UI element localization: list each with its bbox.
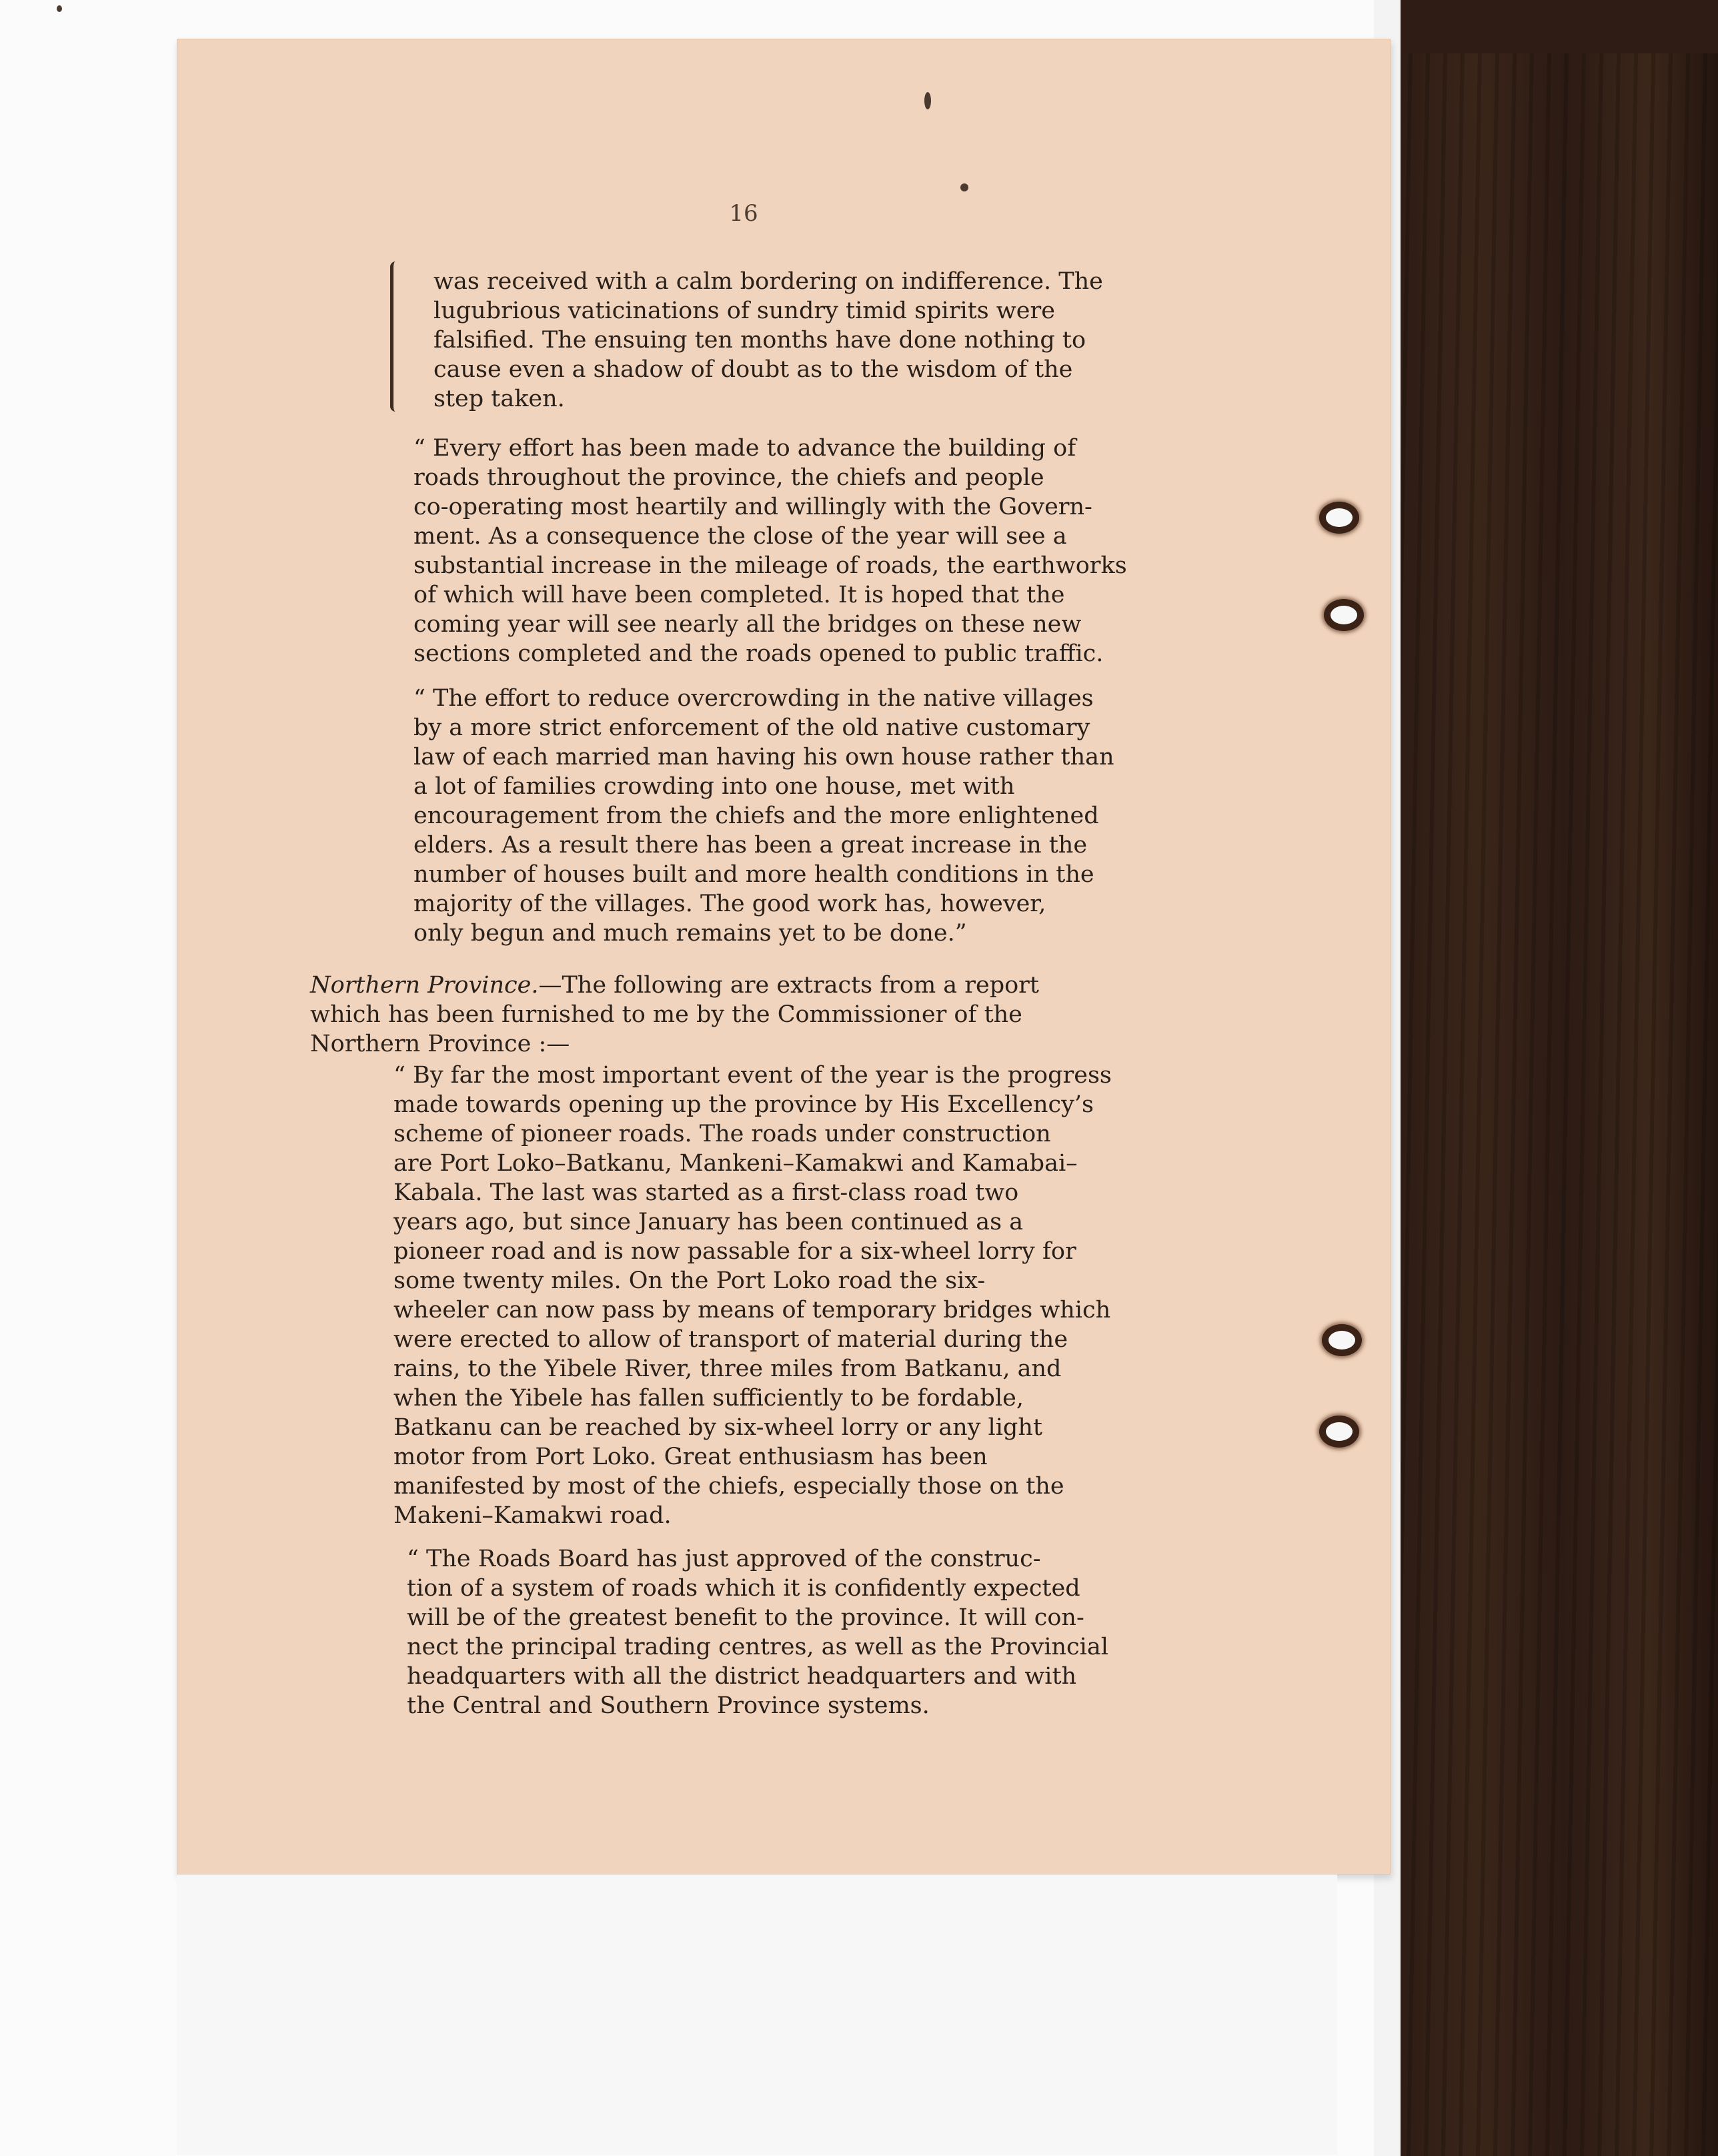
text-line: co-operating most heartily and willingly with the Govern- — [413, 494, 1092, 520]
text-line: cause even a shadow of doubt as to the wisdom of the — [434, 356, 1073, 383]
text-line: “ Every effort has been made to advance the building of — [413, 435, 1076, 462]
text-line: nect the principal trading centres, as well as the Provincial — [407, 1634, 1108, 1660]
text-line: when the Yibele has fallen sufficiently to be fordable, — [393, 1385, 1024, 1412]
text-line: headquarters with all the district headquarters and with — [407, 1663, 1077, 1690]
text-line: elders. As a result there has been a great increase in the — [413, 832, 1088, 859]
text-line: some twenty miles. On the Port Loko road the six- — [393, 1267, 986, 1294]
text-line: roads throughout the province, the chiefs and people — [413, 464, 1044, 491]
text-line: the Central and Southern Province systems. — [407, 1692, 930, 1719]
paragraph-roads — [413, 434, 1180, 668]
text-line: sections completed and the roads opened to public traffic. — [413, 640, 1104, 667]
text-line: years ago, but since January has been continued as a — [393, 1209, 1024, 1235]
text-line: by a more strict enforcement of the old native customary — [413, 714, 1090, 741]
punch-hole-1 — [1319, 502, 1359, 534]
text-line: which has been furnished to me by the Commissioner of the — [310, 1001, 1022, 1028]
text-line: of which will have been completed. It is hoped that the — [413, 582, 1065, 608]
punch-hole-4 — [1319, 1416, 1359, 1448]
text-line: majority of the villages. The good work has, however, — [413, 891, 1046, 917]
text-line: wheeler can now pass by means of temporary bridges which — [393, 1297, 1111, 1323]
text-line: Batkanu can be reached by six-wheel lorry or any light — [393, 1414, 1042, 1441]
text-line: lugubrious vaticinations of sundry timid spirits were — [434, 298, 1055, 324]
ink-speck — [924, 92, 931, 109]
text-line: a lot of families crowding into one house, met with — [413, 773, 1015, 800]
text-line: was received with a calm bordering on indifference. The — [434, 268, 1103, 295]
text-line: made towards opening up the province by His Excellency’s — [393, 1091, 1094, 1118]
scanner-bed-below-page — [177, 1874, 1337, 2155]
text-line: motor from Port Loko. Great enthusiasm has been — [393, 1444, 988, 1470]
section-heading: Northern Province. — [310, 972, 539, 999]
text-line: only begun and much remains yet to be done.” — [413, 920, 967, 947]
text-line: manifested by most of the chiefs, especially those on the — [393, 1473, 1064, 1500]
text-line: substantial increase in the mileage of roads, the earthworks — [413, 552, 1127, 579]
text-line: falsified. The ensuing ten months have done nothing to — [434, 327, 1086, 354]
text-line-rest: —The following are extracts from a report — [538, 972, 1039, 999]
text-line: “ The effort to reduce overcrowding in the native villages — [413, 685, 1094, 712]
text-line: Makeni–Kamakwi road. — [393, 1502, 672, 1529]
text-line: ment. As a consequence the close of the year will see a — [413, 523, 1067, 550]
text-line: number of houses built and more health conditions in the — [413, 861, 1094, 888]
dark-wood-surface — [1374, 53, 1718, 2156]
text-line — [310, 971, 1170, 1000]
punch-hole-3 — [1322, 1324, 1362, 1356]
text-line: scheme of pioneer roads. The roads under construction — [393, 1121, 1051, 1147]
text-line: Northern Province :— — [310, 1031, 570, 1057]
dark-surface-top — [1374, 0, 1718, 53]
page-number: 16 — [729, 200, 758, 227]
ink-speck — [57, 5, 62, 12]
margin-bracket — [390, 261, 403, 412]
text-line: will be of the greatest benefit to the province. It will con- — [407, 1604, 1084, 1631]
paragraph-roads-board — [407, 1544, 1167, 1720]
text-line: rains, to the Yibele River, three miles from Batkanu, and — [393, 1356, 1062, 1382]
paragraph-overcrowding — [413, 684, 1180, 948]
paragraph-pioneer-roads — [393, 1061, 1167, 1530]
text-line: coming year will see nearly all the bridges on these new — [413, 611, 1082, 638]
text-line: are Port Loko–Batkanu, Mankeni–Kamakwi and Kamabai– — [393, 1150, 1078, 1177]
text-line: law of each married man having his own house rather than — [413, 744, 1114, 770]
paragraph-continuation — [434, 267, 1180, 414]
punch-hole-2 — [1324, 599, 1364, 631]
text-line: step taken. — [434, 386, 565, 412]
ink-speck — [960, 183, 968, 191]
paragraph-northern-province — [310, 971, 1170, 1059]
text-line: “ The Roads Board has just approved of the construc- — [407, 1546, 1041, 1572]
text-line: pioneer road and is now passable for a six-wheel lorry for — [393, 1238, 1076, 1265]
text-line: encouragement from the chiefs and the more enlightened — [413, 802, 1099, 829]
text-line: Kabala. The last was started as a first-class road two — [393, 1179, 1019, 1206]
text-line: were erected to allow of transport of material during the — [393, 1326, 1068, 1353]
text-line: “ By far the most important event of the year is the progress — [393, 1062, 1112, 1089]
text-line: tion of a system of roads which it is confidently expected — [407, 1575, 1080, 1602]
